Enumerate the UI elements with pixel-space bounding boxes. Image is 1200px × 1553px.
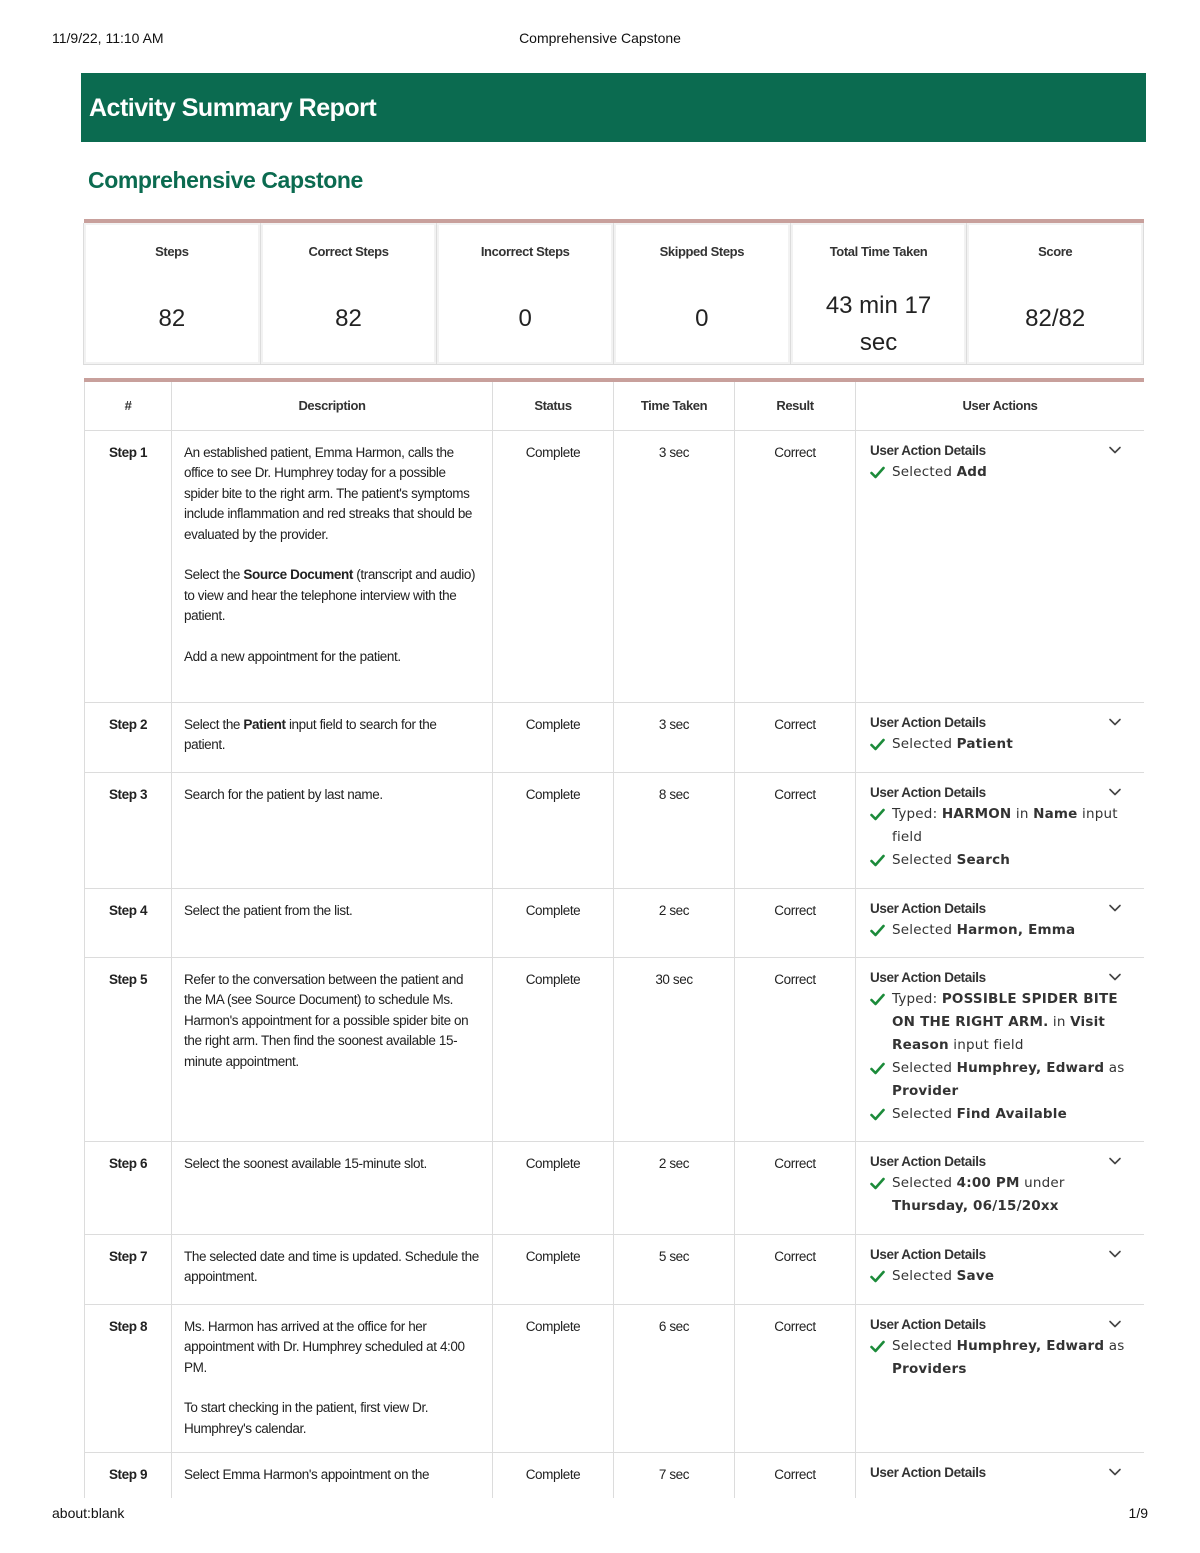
report-banner [81,73,1146,142]
table-row [85,772,1145,888]
emphasis-text: Humphrey, Edward [956,1337,1105,1354]
emphasis-text: HARMON [941,805,1012,822]
summary-value: 82 [335,305,362,332]
step-time-taken: 8 sec [614,772,735,888]
checkmark-icon [870,1340,885,1353]
user-action-details-toggle[interactable]: User Action Details [870,784,986,800]
step-result: Correct [735,1452,856,1498]
chevron-down-icon[interactable] [1108,970,1122,984]
text-span: Selected [892,1337,957,1354]
user-action-item [870,1265,1130,1288]
table-row [85,430,1145,702]
summary-label: Skipped Steps [659,244,745,259]
step-description [172,702,493,772]
step-number: Step 1 [85,430,172,702]
description-paragraph [184,1247,480,1288]
user-action-item [870,461,1130,484]
step-number: Step 4 [85,888,172,957]
user-actions-cell [856,1234,1145,1304]
summary-label: Correct Steps [308,244,389,259]
step-status: Complete [493,888,614,957]
step-description [172,430,493,702]
emphasis-text: POSSIBLE SPIDER BITE ON THE RIGHT ARM. [892,990,1118,1030]
summary-value: 82/82 [1025,305,1086,332]
summary-value: 0 [695,305,709,332]
chevron-down-icon[interactable] [1108,785,1122,799]
description-paragraph [184,647,480,668]
step-status: Complete [493,430,614,702]
step-status: Complete [493,957,614,1141]
text-span: Selected [892,1105,957,1122]
table-row [85,1304,1145,1452]
step-number: Step 2 [85,702,172,772]
user-actions-cell [856,702,1145,772]
step-time-taken: 3 sec [614,430,735,702]
checkmark-icon [870,1062,885,1075]
step-time-taken: 2 sec [614,1141,735,1234]
emphasis-text: Source Document [243,567,353,582]
summary-label: Incorrect Steps [480,244,570,259]
step-result: Correct [735,772,856,888]
summary-total-time [790,223,968,365]
text-span: Selected [892,1267,957,1284]
user-action-item [870,919,1130,942]
step-time-taken: 2 sec [614,888,735,957]
user-action-details-toggle[interactable]: User Action Details [870,714,986,730]
text-span: Typed: [892,990,942,1007]
step-time-taken: 3 sec [614,702,735,772]
step-description [172,888,493,957]
summary-bar [84,219,1144,365]
chevron-down-icon[interactable] [1108,1465,1122,1479]
checkmark-icon [870,1177,885,1190]
text-span: in [1048,1013,1071,1030]
activity-name: Comprehensive Capstone [88,167,363,193]
user-action-details-toggle[interactable]: User Action Details [870,969,986,985]
step-description [172,1452,493,1498]
summary-skipped-steps [613,223,791,365]
chevron-down-icon[interactable] [1108,715,1122,729]
checkmark-icon [870,808,885,821]
user-action-item [870,1335,1130,1381]
step-result: Correct [735,430,856,702]
text-span: Select the patient from the list. [184,902,353,918]
text-span: under [1019,1174,1065,1191]
step-description [172,1141,493,1234]
chevron-down-icon[interactable] [1108,1247,1122,1261]
step-description [172,1304,493,1452]
emphasis-text: Search [956,851,1011,868]
step-result: Correct [735,702,856,772]
user-action-details-toggle[interactable]: User Action Details [870,1464,986,1480]
text-span: Select Emma Harmon's appointment on the [184,1466,430,1482]
user-action-item [870,803,1130,849]
emphasis-text: Thursday, 06/15/20xx [892,1197,1059,1214]
print-title: Comprehensive Capstone [519,30,681,46]
table-header-row [85,380,1145,430]
text-span: Ms. Harmon has arrived at the office for her appointment with Dr. Humphrey scheduled at 4:00 PM. [184,1318,465,1375]
text-span: as [1104,1337,1125,1354]
emphasis-text: Providers [892,1360,967,1377]
emphasis-text: Save [956,1267,995,1284]
text-span: as [1104,1059,1125,1076]
text-span: An established patient, Emma Harmon, calls the office to see Dr. Humphrey today for a possible spider bite to the right arm. The patient's symptoms include inflammation and red streaks that should be evaluated by the provider. [184,444,473,542]
emphasis-text: Patient [956,735,1013,752]
column-header: Status [493,380,614,430]
description-paragraph [184,901,480,922]
step-result: Correct [735,1141,856,1234]
chevron-down-icon[interactable] [1108,1317,1122,1331]
step-number: Step 5 [85,957,172,1141]
step-number: Step 7 [85,1234,172,1304]
checkmark-icon [870,854,885,867]
step-description [172,957,493,1141]
chevron-down-icon[interactable] [1108,443,1122,457]
step-result: Correct [735,1234,856,1304]
text-span: Selected [892,851,957,868]
emphasis-text: Humphrey, Edward [956,1059,1105,1076]
text-span: in [1011,805,1034,822]
description-paragraph [184,785,480,806]
step-number: Step 3 [85,772,172,888]
step-result: Correct [735,1304,856,1452]
text-span: input field to search for the patient. [184,716,437,752]
summary-steps [83,223,261,365]
user-action-item [870,1057,1130,1103]
user-actions-cell [856,1141,1145,1234]
user-action-item [870,849,1130,872]
step-description [172,1234,493,1304]
column-header: # [85,380,172,430]
table-row [85,888,1145,957]
description-paragraph [184,1317,480,1379]
checkmark-icon [870,993,885,1006]
text-span: Selected [892,1174,957,1191]
table-row [85,1452,1145,1498]
column-header: User Actions [856,380,1145,430]
table-row [85,1234,1145,1304]
text-span: Search for the patient by last name. [184,786,383,802]
text-span: The selected date and time is updated. Schedule the appointment. [184,1248,479,1284]
text-span: Select the soonest available 15-minute slot. [184,1155,427,1171]
user-actions-cell [856,1304,1145,1452]
step-time-taken: 30 sec [614,957,735,1141]
text-span: Selected [892,921,957,938]
step-number: Step 8 [85,1304,172,1452]
summary-correct-steps [260,223,438,365]
page-title: Activity Summary Report [89,94,377,122]
user-action-details-toggle[interactable]: User Action Details [870,900,986,916]
summary-value: 43 min 17 sec [825,292,932,356]
step-number: Step 6 [85,1141,172,1234]
step-result: Correct [735,957,856,1141]
user-actions-cell [856,957,1145,1141]
description-paragraph [184,1154,480,1175]
user-action-item [870,1103,1130,1126]
text-span: Select the [184,716,244,732]
user-actions-cell [856,888,1145,957]
emphasis-text: Add [956,463,988,480]
description-paragraph [184,443,480,546]
user-action-item [870,733,1130,756]
text-span: Selected [892,1059,957,1076]
table-row [85,702,1145,772]
column-header: Description [172,380,493,430]
text-span: Refer to the conversation between the patient and the MA (see Source Document) to schedule Ms. Harmon's appointment for a possible spider bite on the right arm. Then find the soonest available 15-minute appointment. [184,971,469,1069]
summary-score [966,223,1144,365]
user-action-item [870,988,1130,1057]
step-time-taken: 6 sec [614,1304,735,1452]
step-number: Step 9 [85,1452,172,1498]
step-time-taken: 7 sec [614,1452,735,1498]
description-paragraph [184,1465,480,1486]
checkmark-icon [870,738,885,751]
user-action-details-toggle[interactable]: User Action Details [870,442,986,458]
step-status: Complete [493,772,614,888]
steps-table [84,378,1144,1498]
chevron-down-icon[interactable] [1108,901,1122,915]
chevron-down-icon[interactable] [1108,1154,1122,1168]
user-actions-cell [856,772,1145,888]
text-span: input field [948,1036,1024,1053]
steps-table-container [84,378,1144,1498]
steps-body [85,430,1145,1498]
user-action-item [870,1172,1130,1218]
checkmark-icon [870,1108,885,1121]
summary-incorrect-steps [436,223,614,365]
text-span: input field [892,805,1118,845]
description-paragraph [184,565,480,627]
step-status: Complete [493,1234,614,1304]
step-status: Complete [493,1304,614,1452]
emphasis-text: Find Available [956,1105,1067,1122]
step-time-taken: 5 sec [614,1234,735,1304]
text-span: (transcript and audio) to view and hear the telephone interview with the patient. [184,567,476,623]
text-span: Selected [892,735,957,752]
summary-label: Steps [155,244,189,259]
emphasis-text: Harmon, Emma [956,921,1076,938]
user-action-details-toggle[interactable]: User Action Details [870,1316,986,1332]
step-status: Complete [493,1141,614,1234]
summary-value: 82 [158,305,186,332]
print-url: about:blank [52,1505,125,1521]
column-header: Result [735,380,856,430]
text-span: Select the [184,567,244,582]
user-actions-cell [856,1452,1145,1498]
user-action-details-toggle[interactable]: User Action Details [870,1153,986,1169]
step-status: Complete [493,702,614,772]
emphasis-text: 4:00 PM [956,1174,1020,1191]
summary-label: Score [1038,244,1073,259]
text-span: Add a new appointment for the patient. [184,648,401,664]
description-paragraph [184,1398,480,1439]
summary-value: 0 [518,305,532,332]
emphasis-text: Name [1033,805,1078,822]
description-paragraph [184,970,480,1073]
text-span: Typed: [892,805,942,822]
user-action-details-toggle[interactable]: User Action Details [870,1246,986,1262]
text-span: To start checking in the patient, first view Dr. Humphrey's calendar. [184,1400,429,1436]
emphasis-text: Patient [243,716,286,732]
column-header: Time Taken [614,380,735,430]
step-result: Correct [735,888,856,957]
emphasis-text: Provider [892,1082,959,1099]
checkmark-icon [870,466,885,479]
step-description [172,772,493,888]
step-status: Complete [493,1452,614,1498]
print-header [52,30,1148,50]
table-row [85,1141,1145,1234]
emphasis-text: Visit Reason [892,1013,1106,1053]
print-footer [52,1505,1148,1525]
page-number: 1/9 [1128,1505,1148,1521]
print-datetime: 11/9/22, 11:10 AM [52,30,164,46]
checkmark-icon [870,1270,885,1283]
description-paragraph [184,715,480,756]
user-actions-cell [856,430,1145,702]
summary-label: Total Time Taken [829,244,928,259]
table-row [85,957,1145,1141]
text-span: Selected [892,463,957,480]
checkmark-icon [870,924,885,937]
